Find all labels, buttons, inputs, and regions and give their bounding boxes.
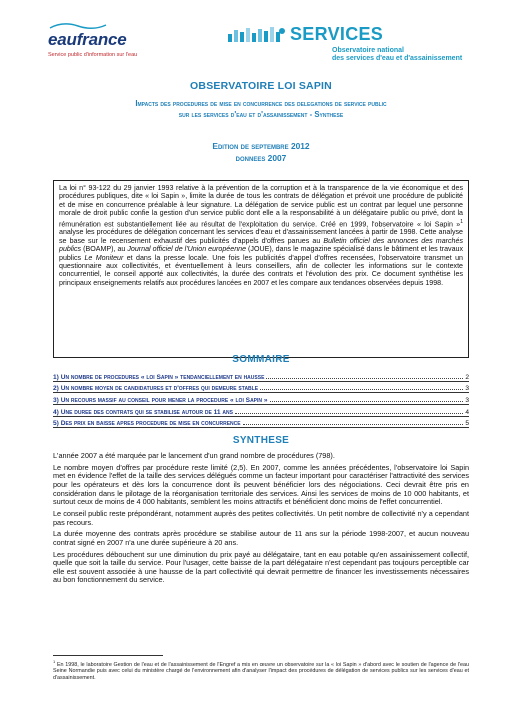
intro-italic-moniteur: Le Moniteur [84,253,124,262]
toc-leader [266,378,463,379]
subtitle-line-2: sur les services d'eau et d'assainissement - Synthese [178,110,344,119]
intro-text-1: La loi n° 93-122 du 29 janvier 1993 relative à la prévention de la corruption et à la transparence de la vie économique et des procédures publiques, dite « loi Sapin », limite la durée de tous les contrats de délégation et prévoit une procédure de publicité et de mise en concurrence préalable à leur signature. La délégation de service public est un contrat par lequel une personne morale de droit public confie la gestion d'un service public dont elle a la responsabilité à un délégataire public ou privé, dont la rémunération est substantiellement liée au résultat de l'exploitation du service. Créé en 1999, l'observatoire « loi Sapin » [59,184,463,228]
services-subtitle-line2: des services d'eau et d'assainissement [332,55,463,62]
document-title: OBSERVATOIRE LOI SAPIN [190,80,332,92]
intro-italic-boamp: Bulletin officiel des annonces des marchés publics [59,236,463,254]
toc-item-4[interactable] [53,405,469,417]
synthese-heading: SYNTHESE [232,435,290,446]
toc-leader [260,389,463,390]
intro-text-3: (BOAMP), au [81,245,128,254]
intro-text-5: et dans la presse locale. Une fois les publicités d'appel d'offres recensées, l'observatoire transmet un questionnaire aux collectivités, et éventuellement à leurs conseillers, afin de collecter les informations sur le contexte concurrentiel, le conseil apporté aux collectivités, la durée des contrats et l'évolution des prix. Ce document synthétise les principaux enseignements relatifs aux procédures lancées en 2007 et les compare aux tendances observées depuis 1998. [59,253,463,287]
intro-text-2: analyse les procédures de délégation concernant les services d'eau et d'assainissement lancées à partir de 1998. Cette analyse se base sur le recensement exhaustif des publicités d'appels d'offres parues au [59,228,463,245]
eaufrance-logo [48,24,158,64]
toc-item-2[interactable] [53,382,469,394]
intro-box [53,180,469,358]
summary-heading: SOMMAIRE [232,354,290,365]
edition-date: Edition de septembre 2012 [212,141,310,151]
toc-leader [243,424,464,425]
toc-item-label: 5) Des prix en baisse apres procedure de mise en concurrence [53,420,241,428]
document-subtitle [50,98,472,120]
toc-leader [270,401,464,402]
services-subtitle [332,47,462,63]
footnote-number: 1 [53,659,56,664]
toc-leader [235,413,463,414]
toc-item-page: 5 [465,420,469,428]
toc-item-page: 3 [465,385,469,393]
synthese-body [53,452,469,588]
toc-item-label: 2) Un nombre moyen de candidatures et d'offres qui demeure stable [53,385,259,393]
subtitle-line-1: Impacts des procedures de mise en concurrence des delegations de service public [135,99,387,108]
toc-item-page: 3 [465,397,469,405]
table-of-contents [53,370,469,428]
services-brand: SERVICES [290,24,384,44]
synthese-paragraph: La durée moyenne des contrats après procédure se stabilise autour de 11 ans sur la période 1998-2007, et aucun nouveau contrat signé en 2007 n'a une durée supérieure à 20 ans. [53,529,469,547]
synthese-paragraph: L'année 2007 a été marquée par le lancement d'un grand nombre de procédures (798). [53,451,335,460]
eaufrance-wordmark: eaufrance [48,30,127,49]
synthese-paragraph: Le conseil public reste prépondérant, notamment auprès des petites collectivités. Un petit nombre de collectivité n'y a cependant pas recours. [53,508,469,527]
intro-italic-joue: Journal officiel de l'Union européenne [127,245,247,254]
toc-item-page: 2 [465,373,469,381]
toc-item-3[interactable] [53,393,469,405]
footnote-separator [53,655,163,656]
footnote-ref[interactable]: 1 [460,218,463,225]
toc-item-5[interactable] [53,417,469,429]
toc-item-label: 1) Un nombre de procedures « loi Sapin » tendanciellement en hausse [53,373,265,381]
intro-text-4: (JOUE), dans le magazine spécialisé dans le bâtiment et les travaux publics [59,245,464,262]
services-bars-icon [228,26,286,48]
toc-item-page: 4 [465,408,469,416]
synthese-paragraph: Les procédures débouchent sur une diminution du prix payé au délégataire, tant en eau potable qu'en assainissement collectif, quelle que soit la taille du service. Pour l'usager, cette baisse de la part délégataire n'est cependant pas toujours perceptible car elle est souvent associée à une hausse de la part collectivité qui devrait permettre de financer les investissements nécessaires au bon fonctionnement du service. [53,549,469,585]
edition-data-year: donnees 2007 [235,153,287,163]
synthese-paragraph: Le nombre moyen d'offres par procédure reste limité (2,5). En 2007, comme les années précédentes, l'observatoire loi Sapin met en évidence l'effet de la taille des services délégués comme un facteur important pour caractériser l'attractivité des services pour les opérateurs et dès lors la concurrence dont ils peuvent bénéficier lors des négociations. Ceci devrait être pris en considération dans le pilotage de la réorganisation territoriale des services. Ainsi les services de moins de 10 000 habitants, et surtout ceux de moins de 4 000 habitants, semblent les moins attractifs et bénéficient donc moins de l'effet concurrentiel. [53,462,469,507]
footnote [53,659,469,682]
footnote-text: En 1998, le laboratoire Gestion de l'eau et de l'assainissement de l'Engref a mis en œuvre un observatoire sur la « loi Sapin » d'abord avec le soutien de l'agence de l'eau Seine Normandie puis avec celui du ministère chargé de l'environnement afin d'analyser l'impact des procédures de délégation de services publics sur les services d'eau et d'assainissement. [53,661,469,681]
eaufrance-tagline: Service public d'information sur l'eau [48,52,138,58]
wave-icon [48,21,108,31]
services-subtitle-line1: Observatoire national [332,47,404,54]
toc-item-label: 3) Un recours massif au conseil pour mener la procedure « loi Sapin » [53,397,268,405]
services-logo [228,22,478,66]
toc-item-label: 4) Une duree des contrats qui se stabilise autour de 11 ans [53,408,233,416]
edition-info [0,140,522,164]
toc-item-1[interactable] [53,370,469,382]
